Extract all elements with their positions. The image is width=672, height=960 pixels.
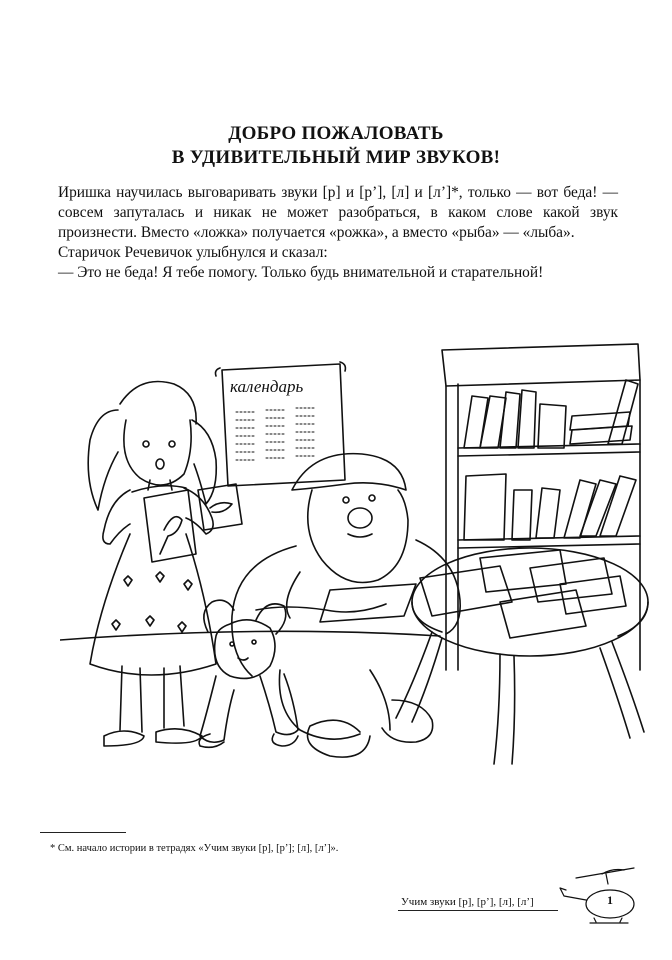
footnote: * См. начало истории в тетрадях «Учим звуки [р], [р’]; [л], [л’]». [50,843,339,854]
round-table [396,548,648,764]
old-man-figure [232,454,460,757]
page-title [0,122,672,170]
page-number: 1 [607,893,613,907]
story-text [58,183,618,283]
bookshelf [442,344,640,670]
story-illustration [60,340,650,770]
footer-series-title: Учим звуки [р], [р’], [л], [л’] [401,896,534,908]
puppy-figure [199,600,298,747]
girl-figure [88,382,242,747]
story-paragraph-3: — Это не беда! Я тебе помогу. Только будь внимательной и старательной! [58,264,544,281]
story-paragraph-2: Старичок Речевичок улыбнулся и сказал: [58,244,328,261]
story-paragraph-1: Иришка научилась выговаривать звуки [р] и [р’], [л] и [л’]*, только — вот беда! — совсем запуталась и никак не может разобраться, в каком слове какой звук произнести. Вместо «ложка» получается «рожка», а вместо «рыба» — «лыба». [58,184,618,241]
footer-divider [398,910,558,911]
title-line-1: ДОБРО ПОЖАЛОВАТЬ [228,123,444,144]
calendar-label: календарь [230,377,304,396]
title-line-2: В УДИВИТЕЛЬНЫЙ МИР ЗВУКОВ! [171,147,501,168]
footnote-divider [40,832,126,833]
